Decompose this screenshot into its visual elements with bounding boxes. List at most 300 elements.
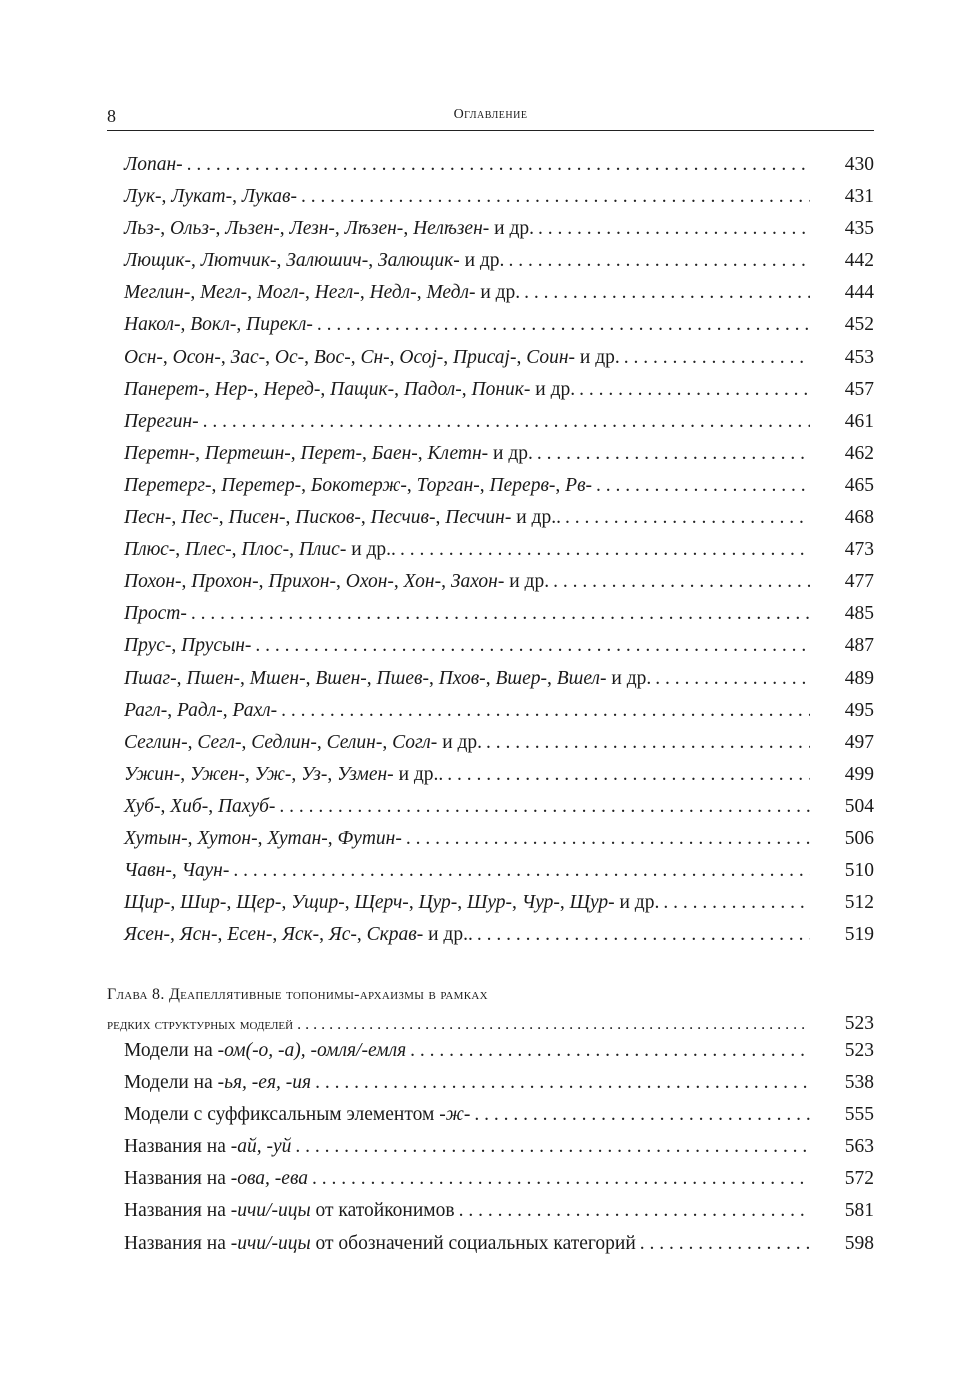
toc-entry-label-part: Бокотерж- (310, 474, 407, 496)
toc-entry-label-part: Писен- (228, 507, 286, 529)
toc-entry (107, 475, 874, 507)
toc-entry-label (124, 186, 297, 208)
toc-entry-label-part: и др.. (511, 507, 561, 529)
toc-entry-label-part: Лукат- (171, 186, 233, 208)
toc-entry-label-part: , (360, 507, 371, 529)
toc-entry-label-part: от катойконимов (310, 1200, 455, 1222)
toc-entry-label-part: , (350, 346, 361, 368)
toc-entry-label-part: Уз- (301, 763, 328, 785)
toc-entry (107, 507, 874, 539)
toc-entry-label-part: Шир- (180, 892, 227, 914)
toc-entry-label (124, 892, 659, 914)
toc-entry-label-part: Названия на (124, 1136, 231, 1158)
toc-entry-label-part: , (304, 282, 315, 304)
toc-entry-label-part: Уж- (254, 763, 292, 785)
toc-entry (107, 379, 874, 411)
toc-entry (107, 218, 874, 250)
toc-entry (107, 443, 874, 475)
leader-dots (538, 218, 810, 240)
leader-dots (281, 700, 810, 722)
toc-entry-label-part: , (516, 346, 527, 368)
toc-entry (107, 347, 874, 379)
toc-entry (107, 282, 874, 314)
toc-entry-label-part: Негл- (314, 282, 360, 304)
toc-entry-label-part: Хутан- (267, 827, 328, 849)
toc-entry-label-part: -ья, -ея, -ия (217, 1072, 312, 1094)
toc-entry-label-part: Соин- (526, 346, 576, 368)
toc-entry-label-part: Лук- (124, 186, 162, 208)
toc-entry-label-part: , (180, 763, 190, 785)
toc-entry-label (124, 314, 313, 336)
toc-entry (107, 1040, 874, 1072)
toc-entry-label-part: Пахуб- (217, 795, 276, 817)
toc-entry-label-part: , (180, 314, 191, 336)
toc-entry-label-part: , (428, 667, 439, 689)
toc-entry (107, 635, 874, 667)
toc-entry-label-part: , (171, 635, 182, 657)
toc-entry (107, 1136, 874, 1168)
toc-entry-label-part: Седлин- (251, 731, 317, 753)
toc-entry (107, 1072, 874, 1104)
toc-entry-label-part: , (285, 507, 296, 529)
leader-dots (317, 314, 810, 336)
toc-entry-label (124, 1168, 308, 1190)
toc-entry-label-part: и др.. (346, 539, 396, 561)
toc-entry-label-part: , (222, 699, 233, 721)
toc-entry-label-part: , (356, 924, 367, 946)
toc-entry-label-part: Сегл- (197, 731, 242, 753)
toc-entry-label-part: Плос- (241, 539, 290, 561)
toc-entry-label-part: Скрав- (366, 924, 424, 946)
leader-dots (524, 282, 810, 304)
toc-entry-label-part: , (289, 539, 299, 561)
leader-dots (301, 186, 810, 208)
chapter-title-line1: Глава 8. Деапеллятивные топонимы-архаизмы в рамках (107, 986, 488, 1003)
leader-dots (640, 1233, 810, 1255)
toc-entry (107, 154, 874, 186)
toc-entry-page-number: 465 (844, 474, 874, 496)
toc-entry-label-part: и др. (504, 571, 550, 593)
toc-entry-label-part: Перет- (300, 442, 362, 464)
leader-dots (596, 475, 810, 497)
toc-entry-label-part: Селин- (326, 731, 383, 753)
toc-entry-label-part: Футин- (337, 827, 402, 849)
toc-entry-label-part: Хутон- (197, 827, 258, 849)
toc-entry-label (124, 282, 520, 304)
toc-entry-label-part: Модели на (124, 1072, 218, 1094)
toc-entry-label-part: Чур- (521, 892, 560, 914)
toc-entry-label (124, 507, 561, 529)
toc-entry-label-part: , (191, 250, 201, 272)
leader-dots (486, 732, 810, 754)
toc-entry-label-part: , (175, 539, 185, 561)
toc-entry-label-part: , (368, 250, 378, 272)
chapter-page-number: 523 (844, 1013, 874, 1034)
toc-entry-label-part: , (220, 346, 231, 368)
toc-entry-page-number: 430 (844, 154, 874, 175)
toc-entry-page-number: 555 (844, 1104, 874, 1126)
toc-entry-label-part: Меглин- (124, 282, 191, 304)
toc-entry-label-part: Баен- (371, 442, 418, 464)
toc-entry-label-part: , (555, 474, 566, 496)
toc-entry-label-part: Прусын- (181, 635, 252, 657)
toc-entry-label (124, 443, 533, 465)
leader-dots (203, 411, 810, 433)
toc-entry-page-number: 431 (844, 186, 874, 208)
toc-entry-page-number: 523 (844, 1040, 874, 1061)
toc-entry-label-part: , (170, 924, 180, 946)
toc-entry-label-part: Ужен- (189, 763, 245, 785)
toc-entry-label-part: Лопан- (124, 154, 183, 175)
toc-entry-label (124, 796, 275, 818)
toc-entry-label-part: Ясен- (124, 924, 171, 946)
toc-entry-label-part: Хиб- (170, 795, 209, 817)
toc-entry-label-part: , (304, 346, 314, 368)
toc-entry-label-part: , (257, 827, 268, 849)
toc-entry (107, 796, 874, 828)
toc-entry (107, 314, 874, 346)
toc-entry-page-number: 444 (844, 282, 874, 304)
toc-entry-label (124, 668, 651, 690)
toc-entry-label-part: и др. (530, 378, 576, 400)
leader-dots (624, 347, 810, 369)
toc-entry-label-part: Названия на (124, 1232, 231, 1254)
leader-dots (410, 1040, 810, 1062)
toc-entry (107, 1200, 874, 1232)
leader-dots (400, 539, 810, 561)
toc-entry-page-number: 581 (844, 1200, 874, 1222)
toc-entry-page-number: 473 (844, 539, 874, 561)
toc-entry-label-part: -ичи/-ицы (230, 1200, 311, 1222)
leader-dots (553, 571, 810, 593)
toc-entry-label-part: , (236, 314, 247, 336)
toc-entry-label-part: , (359, 282, 370, 304)
toc-entry-label-part: и др. (459, 250, 505, 272)
toc-entry-page-number: 468 (844, 507, 874, 529)
toc-entry (107, 860, 874, 892)
toc-entry-label-part: -ичи/-ицы (230, 1232, 311, 1254)
toc-entry-page-number: 506 (844, 827, 874, 849)
leader-dots (315, 1072, 810, 1094)
toc-entry (107, 892, 874, 924)
leader-dots (187, 154, 810, 176)
toc-entry-label-part: Лезн-, Лѣзен- (289, 218, 404, 240)
toc-entry-label-part: Пшев- (376, 667, 429, 689)
toc-entry-label-part: Пащик- (330, 378, 395, 400)
toc-entry-label-part: , (335, 571, 346, 593)
toc-entry-label-part: Поник- (471, 378, 531, 400)
chapter-8-heading (107, 986, 874, 1045)
leader-dots (295, 1136, 810, 1158)
toc-entry-label-part: Чавн- (124, 860, 172, 882)
toc-entry (107, 571, 874, 603)
toc-entry-page-number: 462 (844, 442, 874, 464)
toc-entry-label-part: Медл- (426, 282, 476, 304)
running-title: Оглавление (453, 107, 528, 122)
toc-entry-label-part: , (190, 282, 201, 304)
toc-entry-label-part: Пшаг- (124, 667, 177, 689)
leader-dots (233, 860, 810, 882)
toc-entry-label (124, 379, 575, 401)
toc-entry-label-part: Сеглин- (124, 731, 188, 753)
toc-entry-label-part: Прихон- (268, 571, 336, 593)
toc-entry-label-part: Согл- (392, 731, 438, 753)
toc-entry-label-part: , (253, 378, 264, 400)
toc-entry-label-part: Чаун- (181, 860, 230, 882)
toc-entry-label-part: Щир- (124, 892, 171, 914)
toc-entry-label-part: Цур- (418, 892, 458, 914)
toc-entry-label-part: , (247, 282, 257, 304)
toc-entry-page-number: 477 (844, 571, 874, 593)
toc-entry-label-part: Ос- (274, 346, 305, 368)
toc-entry-label-part: Вшер- (495, 667, 547, 689)
toc-entry-label-part: , (443, 346, 454, 368)
toc-entry-page-number: 538 (844, 1072, 874, 1094)
toc-entry-label-part: Накол- (124, 314, 181, 336)
toc-entry-label-part: Пес- (181, 507, 219, 529)
toc-entry-label-part: Могл- (256, 282, 305, 304)
toc-entry-page-number: 504 (844, 795, 874, 817)
toc-entry-label-part: , (204, 378, 215, 400)
toc-entry-label-part: Названия на (124, 1168, 231, 1190)
toc-entry-page-number: 519 (844, 924, 874, 946)
toc-entry-label-part: , (393, 571, 404, 593)
toc-entry (107, 250, 874, 282)
toc-entry-label-part: -ай, -уй (230, 1136, 292, 1158)
toc-entry-label-part: , (226, 892, 237, 914)
toc-entry-page-number: 453 (844, 346, 874, 368)
toc-entry-label-part: Щур- (569, 892, 615, 914)
toc-entry (107, 828, 874, 860)
toc-entry (107, 411, 874, 443)
toc-entry-label-part: Недл- (369, 282, 417, 304)
toc-entry-page-number: 487 (844, 635, 874, 657)
toc-entry-label-part: , (187, 827, 198, 849)
toc-entry-page-number: 461 (844, 410, 874, 432)
toc-entry-label-part: Залюшич- (286, 250, 369, 272)
toc-entry-label (124, 154, 183, 176)
toc-entry-label-part: Прост- (124, 603, 187, 625)
toc-entry-label (124, 1136, 291, 1158)
toc-entry-label-part: , (217, 924, 228, 946)
toc-entry-page-number: 452 (844, 314, 874, 336)
toc-entry-label-part: Яск- (282, 924, 320, 946)
leader-dots (565, 507, 810, 529)
toc-entries-list (107, 154, 874, 956)
toc-entry-label-part: Плис- (298, 539, 347, 561)
toc-entry-label-part: , (316, 731, 327, 753)
toc-entry-label-part: , (327, 827, 338, 849)
toc-entry-label-part: и др. (488, 442, 533, 464)
leader-dots (655, 668, 810, 690)
toc-entry-label-part: , (327, 763, 338, 785)
toc-entry-label-part: и др.. (393, 763, 444, 785)
toc-entry-label-part: , (241, 731, 252, 753)
toc-entry-label-part: , (394, 378, 404, 400)
toc-entry-label-part: Осој- (399, 346, 444, 368)
toc-entry-label-part: , (441, 571, 451, 593)
toc-entry-label-part: , (258, 571, 269, 593)
toc-entry-label-part: , (240, 667, 250, 689)
toc-entry-label-part: , (167, 699, 178, 721)
toc-entry-label-part: , (171, 507, 182, 529)
toc-entry-label (124, 732, 482, 754)
toc-entry-label-part: , (290, 442, 301, 464)
toc-entry-label-part: , (187, 731, 198, 753)
toc-entry-label-part: Радл- (177, 699, 223, 721)
toc-entry (107, 539, 874, 571)
toc-entry-label-part: , (320, 378, 331, 400)
toc-entry-label-part: , (403, 218, 414, 240)
toc-entry-label-part: Мшен- (249, 667, 306, 689)
toc-entry (107, 700, 874, 732)
toc-entry-label-part: Перетн- (124, 442, 196, 464)
toc-entry-label-part: Узмен- (337, 763, 394, 785)
toc-entry-page-number: 442 (844, 250, 874, 272)
toc-entry-label-part: , (211, 474, 222, 496)
toc-entry-label-part: Ужин- (124, 763, 181, 785)
toc-entry-label-part: , (559, 892, 570, 914)
leader-dots (508, 250, 810, 272)
toc-entry-label-part: Льзен- (225, 218, 280, 240)
leader-dots (297, 1016, 810, 1034)
toc-entry-label-part: -ж- (439, 1104, 471, 1126)
toc-entry-label-part: , (361, 442, 372, 464)
toc-entry-label-part: Перетерг- (124, 474, 212, 496)
toc-entry-label-part: , (181, 571, 192, 593)
toc-entry-label-part: Плес- (184, 539, 232, 561)
toc-entry-label-part: и др. (489, 218, 534, 240)
toc-entry-label-part: Вшел- (556, 667, 607, 689)
toc-entry-label-part: , (160, 795, 171, 817)
leader-dots (663, 892, 810, 914)
toc-entry-label-part: Прохон- (191, 571, 259, 593)
toc-entry-label-part: Писков- (295, 507, 361, 529)
toc-entry-label-part: , (546, 667, 557, 689)
toc-entry-label-part: Есен- (227, 924, 273, 946)
toc-entry (107, 1233, 874, 1265)
toc-entry-label-part: Торган- (416, 474, 480, 496)
toc-entry-label-part: Сн- (360, 346, 390, 368)
toc-entry-label-part: и др. (437, 731, 483, 753)
toc-entry (107, 186, 874, 218)
toc-entry-label-part: -, (209, 218, 226, 240)
toc-entry-label-part: , (171, 860, 182, 882)
toc-entry-label-part: Нер- (214, 378, 254, 400)
toc-entry-label-part: , (406, 474, 417, 496)
toc-entry (107, 924, 874, 956)
toc-entry-label-part: , (485, 667, 496, 689)
toc-entry-label-part: -ом(-о, -а), -омля/-емля (217, 1040, 407, 1061)
toc-entry-label-part: Названия на (124, 1200, 231, 1222)
toc-entry-label-part: Захон- (450, 571, 505, 593)
toc-entry-label-part: , (512, 892, 522, 914)
toc-entry-label-part: Хутын- (124, 827, 188, 849)
toc-entry-label-part: , (435, 507, 446, 529)
toc-entry-label (124, 764, 443, 786)
toc-entry-label-part: Пертешн- (204, 442, 291, 464)
toc-entry-label-part: , (176, 667, 187, 689)
toc-entry-label-part: Шур- (467, 892, 513, 914)
toc-entry-label-part: , (457, 892, 468, 914)
toc-entry-label-part: , (479, 474, 490, 496)
toc-entry-label-part: Залющик- (377, 250, 460, 272)
leader-dots (255, 635, 810, 657)
toc-entry-label-part: и др. (606, 667, 652, 689)
toc-entry-label-part: Хон- (403, 571, 442, 593)
toc-entry-label-part: , (382, 731, 393, 753)
page-header (107, 106, 874, 131)
toc-entry-label-part: Вос- (313, 346, 351, 368)
toc-entry-label-part: , (231, 539, 242, 561)
toc-entry-label-part: , (265, 346, 275, 368)
toc-entry (107, 1104, 874, 1136)
toc-entry-label (124, 924, 473, 946)
toc-entry-label-part: и др. (575, 346, 620, 368)
chapter-8-subentries (107, 1040, 874, 1265)
toc-entry-page-number: 497 (844, 731, 874, 753)
toc-entry-page-number: 435 (844, 218, 874, 240)
toc-entry-page-number: 563 (844, 1136, 874, 1158)
toc-entry-label-part: Песн- (124, 507, 172, 529)
leader-dots (447, 764, 810, 786)
toc-entry-label-part: , (279, 218, 290, 240)
toc-entry-label-part: , (366, 667, 377, 689)
toc-entry-label-part: Ольз (169, 218, 210, 240)
toc-entry-label (124, 571, 549, 593)
toc-entry-label-part: Зас- (230, 346, 266, 368)
toc-entry-label-part: , (161, 186, 172, 208)
toc-entry-label-part: , (208, 795, 218, 817)
toc-entry-label-part: Яс- (328, 924, 357, 946)
toc-entry-label-part: и др. (475, 282, 521, 304)
toc-entry-label-part: Лющик- (124, 250, 192, 272)
toc-entry-label-part: Панерет- (124, 378, 205, 400)
toc-entry-label-part: , (416, 282, 427, 304)
leader-dots (537, 443, 810, 465)
toc-entry-label-part: Вокл- (190, 314, 237, 336)
toc-entry (107, 732, 874, 764)
toc-entry-label-part: Прус- (124, 635, 172, 657)
leader-dots (312, 1168, 810, 1190)
toc-entry-label-part: , (291, 763, 302, 785)
toc-entry-label-part: Щерч- (354, 892, 409, 914)
toc-entry-label (124, 347, 620, 369)
toc-entry-label-part: , (417, 442, 428, 464)
toc-entry (107, 668, 874, 700)
toc-entry-label-part: , (344, 892, 355, 914)
leader-dots (406, 828, 810, 850)
toc-entry (107, 603, 874, 635)
toc-entry-label (124, 250, 504, 272)
leader-dots (191, 603, 810, 625)
toc-entry-label-part: Осон- (172, 346, 221, 368)
toc-entry-label-part: Ущир- (291, 892, 345, 914)
toc-entry-label-part: , (232, 186, 242, 208)
toc-entry-label-part: , (244, 763, 255, 785)
toc-entry-label-part: , (162, 346, 173, 368)
toc-entry-label (124, 1200, 455, 1222)
toc-entry-label-part: Охон- (345, 571, 394, 593)
toc-entry-page-number: 598 (844, 1232, 874, 1254)
toc-entry-label-part: Перетер- (221, 474, 302, 496)
leader-dots (474, 1104, 810, 1126)
toc-entry-label-part: Песчив- (370, 507, 436, 529)
toc-entry-label-part: Лукав- (241, 186, 298, 208)
toc-entry-label-part: и др.. (423, 924, 473, 946)
toc-entry-label (124, 860, 229, 882)
toc-entry (107, 1168, 874, 1200)
